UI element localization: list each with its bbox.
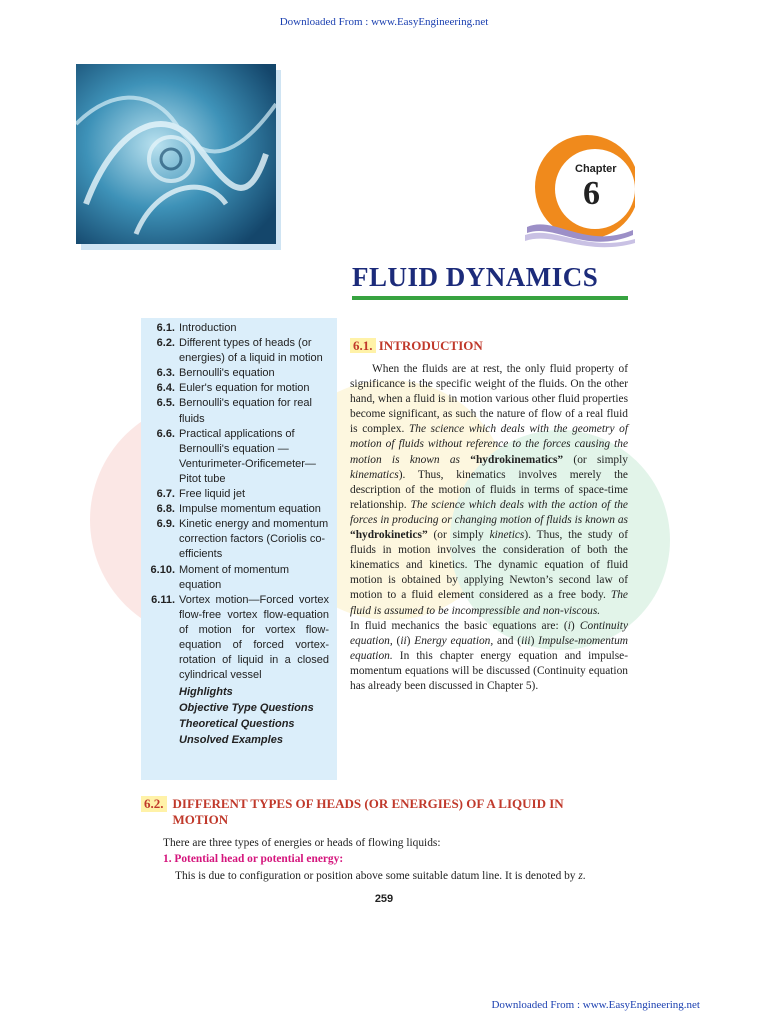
chapter-number: 6 [583,175,600,212]
toc-item-number: 6.9. [156,518,175,531]
toc-extra-item: Unsolved Examples [179,734,283,747]
toc-item-text: Moment of momentum equation [179,563,290,591]
section-title: DIFFERENT TYPES OF HEADS (OR ENERGIES) OF A LIQUID IN MOTION [172,796,564,827]
toc-item-number: 6.6. [156,427,175,440]
potential-head-title: 1. Potential head or potential energy: [163,853,344,865]
fluid-swirl-image [76,64,276,244]
toc-item-text: Different types of heads (or energies) of a liquid in motion [179,337,323,365]
section-6-1-body [350,362,628,694]
toc-item [141,502,337,517]
heads-intro-text: There are three types of energies or heads of flowing liquids: [163,837,441,849]
toc-item-text: Vortex motion—Forced vortex flow-free vortex flow-equation of motion for vortex flow-equation of forced vortex-rotation of liquid in a closed cylindrical vessel [179,593,329,682]
toc-item [141,396,337,426]
toc-item [141,366,337,381]
section-number: 6.1. [350,338,376,353]
toc-item-number: 6.11. [151,593,175,606]
toc-item [141,593,337,684]
toc-item-number: 6.4. [156,382,175,395]
toc-item [141,563,337,593]
toc-item [141,336,337,366]
toc-item-number: 6.8. [156,503,175,516]
toc-item [141,321,337,336]
header-download-link[interactable]: Downloaded From : www.EasyEngineering.net [279,16,489,28]
toc-item-text: Bernoulli's equation [179,367,275,380]
toc-extras [141,684,337,748]
toc-item-number: 6.7. [156,488,175,501]
section-number: 6.2. [141,796,167,812]
toc-extra-item: Highlights [179,686,233,699]
toc-item [141,381,337,396]
toc-item-number: 6.5. [156,397,175,410]
section-6-2-heading [141,796,631,828]
intro-paragraph-2: In fluid mechanics the basic equations are: (i) Continuity equation, (ii) Energy equation, and (iii) Impulse-momentum equation. In this chapter energy equation and impulse-momentum equations will be discussed (Continuity equation has already been discussed in Chapter 5). [350,619,628,692]
footer-download-link[interactable]: Downloaded From : www.EasyEngineering.net [491,999,700,1011]
chapter-title: FLUID DYNAMICS [352,262,599,292]
chapter-label: Chapter [575,163,617,175]
toc-item-text: Practical applications of Bernoulli's equation — Venturimeter-Orificemeter—Pitot tube [179,427,316,485]
intro-paragraph-1: When the fluids are at rest, the only fluid property of significance is the specific weight of the fluids. On the other hand, when a fluid is in motion various other fluid properties become significant, as such the nature of flow of a real fluid is complex. The science which deals with the geometry of motion of fluids without reference to the forces causing the motion is known as “hydrokinematics” (or simply kinematics). Thus, kinematics involves merely the description of the motion of fluids in terms of space-time relationship. The science which deals with the action of the forces in producing or changing motion of fluids is known as “hydrokinetics” (or simply kinetics). Thus, the study of fluids in motion involves the consideration of both the kinematics and kinetics. The dynamic equation of fluid motion is obtained by applying Newton’s second law of motion to a fluid element considered as a free body. The fluid is assumed to be incompressible and non-viscous. [350,363,628,617]
potential-head-description: This is due to configuration or position above some suitable datum line. It is denoted by z. [175,870,586,882]
toc-item-number: 6.2. [156,337,175,350]
toc-item-number: 6.3. [156,367,175,380]
toc-item-number: 6.10. [150,563,175,576]
toc-item [141,487,337,502]
toc-item-text: Introduction [179,322,237,334]
toc-item-text: Free liquid jet [179,488,246,501]
toc-extra-item: Theoretical Questions [179,718,295,731]
toc-item [141,517,337,562]
chapter-badge [525,135,635,250]
toc-item-number: 6.1. [156,322,175,334]
toc-item-text: Impulse momentum equation [179,503,321,516]
section-title: INTRODUCTION [378,338,483,353]
toc-item-text: Bernoulli's equation for real fluids [179,397,312,425]
toc-extra-item: Objective Type Questions [179,702,314,715]
toc-item [141,427,337,487]
chapter-contents-box [141,318,337,780]
section-6-1-heading [350,338,483,354]
title-underline [352,296,628,300]
toc-item-text: Kinetic energy and momentum correction factors (Coriolis co-efficients [179,518,329,561]
toc-list [141,318,337,683]
toc-item-text: Euler's equation for motion [179,382,310,395]
page-number: 259 [374,893,394,905]
